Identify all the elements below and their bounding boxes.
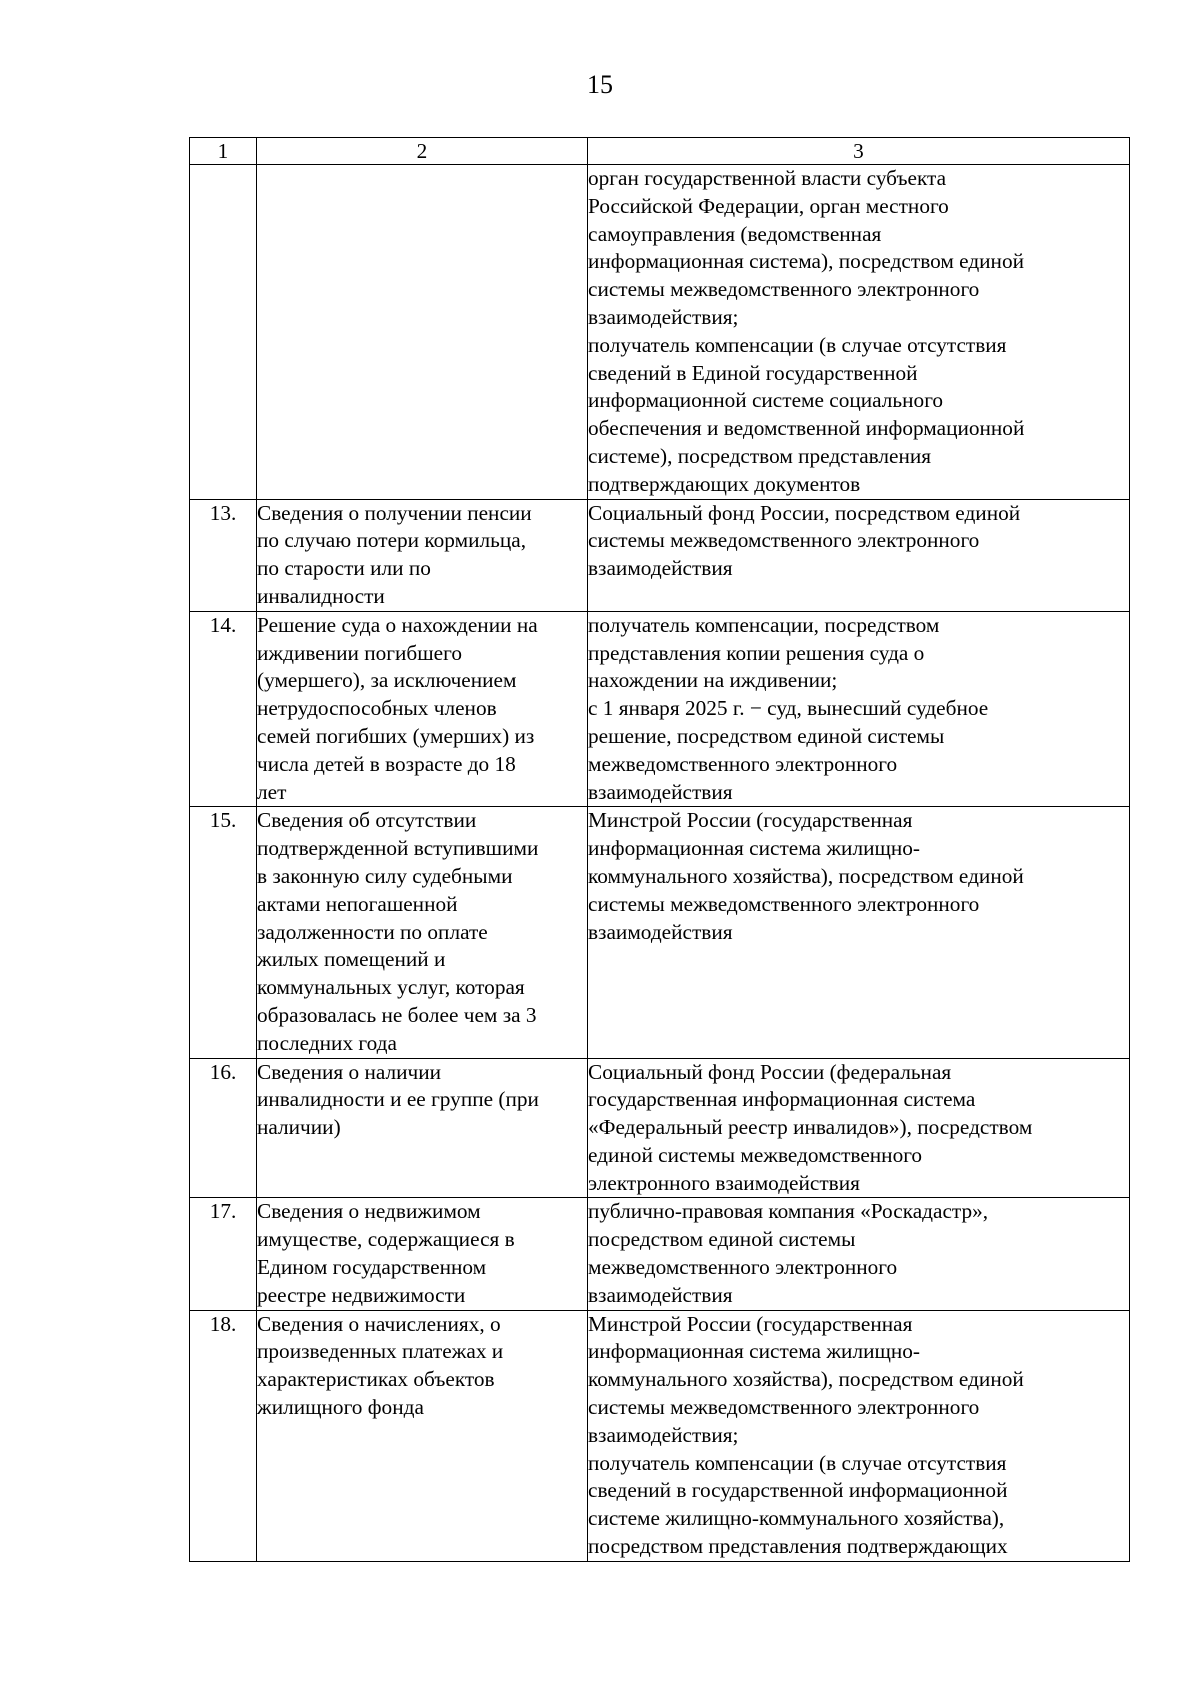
source-line: представления копии решения суда о xyxy=(588,640,925,665)
source-line: получатель компенсации (в случае отсутствия xyxy=(588,1450,1007,1475)
document-name-line: коммунальных услуг, которая xyxy=(257,975,525,1000)
document-name-line: жилищного фонда xyxy=(257,1395,424,1420)
column-header-document: 2 xyxy=(257,138,588,165)
source-line: взаимодействия xyxy=(588,1282,733,1307)
document-name-line: Едином государственном xyxy=(257,1255,487,1280)
column-header-number: 1 xyxy=(190,138,257,165)
source-line: сведений в государственной информационной xyxy=(588,1478,1008,1503)
source-cell xyxy=(588,611,1130,807)
source-line: посредством представления подтверждающих xyxy=(588,1534,1008,1559)
row-number: 15. xyxy=(190,807,257,1058)
document-name-line: инвалидности xyxy=(257,583,385,608)
document-name-cell xyxy=(257,1310,588,1561)
document-name-line: задолженности по оплате xyxy=(257,919,488,944)
document-name-cell xyxy=(257,1058,588,1198)
source-cell xyxy=(588,1198,1130,1310)
table-row xyxy=(190,1058,1130,1198)
source-line: системы межведомственного электронного xyxy=(588,528,980,553)
source-cell xyxy=(588,1310,1130,1561)
source-cell xyxy=(588,807,1130,1058)
row-number: 17. xyxy=(190,1198,257,1310)
source-line: получатель компенсации, посредством xyxy=(588,612,940,637)
table-row xyxy=(190,611,1130,807)
document-name-line: произведенных платежах и xyxy=(257,1339,504,1364)
source-line: государственная информационная система xyxy=(588,1087,976,1112)
table-row xyxy=(190,499,1130,611)
source-line: самоуправления (ведомственная xyxy=(588,221,882,246)
document-name-line: жилых помещений и xyxy=(257,947,446,972)
source-line: обеспечения и ведомственной информационной xyxy=(588,416,1025,441)
table-body xyxy=(190,165,1130,1562)
document-name-line: образовалась не более чем за 3 xyxy=(257,1002,537,1027)
document-name-line: по старости или по xyxy=(257,556,431,581)
document-name-line: (умершего), за исключением xyxy=(257,668,517,693)
source-line: взаимодействия; xyxy=(588,1422,739,1447)
source-line: «Федеральный реестр инвалидов»), посредством xyxy=(588,1115,1033,1140)
source-line: Минстрой России (государственная xyxy=(588,1311,913,1336)
source-line: Минстрой России (государственная xyxy=(588,808,913,833)
source-line: системы межведомственного электронного xyxy=(588,891,980,916)
source-line: взаимодействия; xyxy=(588,304,739,329)
source-line: подтверждающих документов xyxy=(588,471,861,496)
document-name-line: Сведения о получении пенсии xyxy=(257,500,532,525)
document-name-cell xyxy=(257,807,588,1058)
source-line: электронного взаимодействия xyxy=(588,1170,860,1195)
row-number: 13. xyxy=(190,499,257,611)
document-name-cell xyxy=(257,499,588,611)
document-name-line: лет xyxy=(257,779,287,804)
document-name-line: актами непогашенной xyxy=(257,891,458,916)
document-name-cell xyxy=(257,611,588,807)
column-header-source: 3 xyxy=(588,138,1130,165)
document-name-line: наличии) xyxy=(257,1115,341,1140)
document-name-line: по случаю потери кормильца, xyxy=(257,528,527,553)
source-line: системы межведомственного электронного xyxy=(588,277,980,302)
table-row xyxy=(190,807,1130,1058)
document-name-cell xyxy=(257,165,588,500)
source-line: публично-правовая компания «Роскадастр», xyxy=(588,1199,989,1224)
services-table xyxy=(189,137,1130,1562)
source-line: Социальный фонд России (федеральная xyxy=(588,1059,952,1084)
row-number: 16. xyxy=(190,1058,257,1198)
table-row xyxy=(190,1310,1130,1561)
table-header-row xyxy=(190,138,1130,165)
source-line: взаимодействия xyxy=(588,779,733,804)
source-line: нахождении на иждивении; xyxy=(588,668,838,693)
source-line: межведомственного электронного xyxy=(588,751,898,776)
table-row xyxy=(190,165,1130,500)
document-name-line: в законную силу судебными xyxy=(257,863,513,888)
document-name-line: характеристиках объектов xyxy=(257,1367,495,1392)
source-line: системе), посредством представления xyxy=(588,443,932,468)
document-name-line: последних года xyxy=(257,1030,397,1055)
source-line: орган государственной власти субъекта xyxy=(588,166,947,190)
source-line: посредством единой системы xyxy=(588,1227,856,1252)
source-line: информационная система жилищно- xyxy=(588,1339,921,1364)
document-name-line: Решение суда о нахождении на xyxy=(257,612,538,637)
document-name-line: Сведения о начислениях, о xyxy=(257,1311,501,1336)
source-line: с 1 января 2025 г. − суд, вынесший судебное xyxy=(588,696,989,721)
row-number xyxy=(190,165,257,500)
row-number: 18. xyxy=(190,1310,257,1561)
page-number: 15 xyxy=(587,70,613,99)
source-line: решение, посредством единой системы xyxy=(588,723,945,748)
source-line: единой системы межведомственного xyxy=(588,1142,923,1167)
source-line: системе жилищно-коммунального хозяйства), xyxy=(588,1506,1005,1531)
source-line: Российской Федерации, орган местного xyxy=(588,193,949,218)
source-line: информационная система), посредством единой xyxy=(588,249,1024,274)
document-name-line: семей погибших (умерших) из xyxy=(257,723,535,748)
source-line: Социальный фонд России, посредством единой xyxy=(588,500,1021,525)
source-cell xyxy=(588,1058,1130,1198)
source-line: сведений в Единой государственной xyxy=(588,360,918,385)
source-line: информационная система жилищно- xyxy=(588,836,921,861)
source-cell xyxy=(588,499,1130,611)
document-name-line: числа детей в возрасте до 18 xyxy=(257,751,516,776)
document-name-line: Сведения о недвижимом xyxy=(257,1199,481,1224)
document-name-line: инвалидности и ее группе (при xyxy=(257,1087,539,1112)
document-name-line: реестре недвижимости xyxy=(257,1282,466,1307)
document-name-line: нетрудоспособных членов xyxy=(257,696,497,721)
row-number: 14. xyxy=(190,611,257,807)
source-line: взаимодействия xyxy=(588,556,733,581)
document-name-line: имуществе, содержащиеся в xyxy=(257,1227,515,1252)
source-line: получатель компенсации (в случае отсутствия xyxy=(588,332,1007,357)
source-line: информационной системе социального xyxy=(588,388,944,413)
source-line: коммунального хозяйства), посредством единой xyxy=(588,863,1024,888)
document-name-line: Сведения о наличии xyxy=(257,1059,442,1084)
document-name-line: Сведения об отсутствии xyxy=(257,808,477,833)
document-name-cell xyxy=(257,1198,588,1310)
document-name-line: иждивении погибшего xyxy=(257,640,462,665)
source-line: коммунального хозяйства), посредством единой xyxy=(588,1367,1024,1392)
source-cell xyxy=(588,165,1130,500)
source-line: системы межведомственного электронного xyxy=(588,1395,980,1420)
document-name-line: подтвержденной вступившими xyxy=(257,836,539,861)
source-line: межведомственного электронного xyxy=(588,1255,898,1280)
source-line: взаимодействия xyxy=(588,919,733,944)
table-row xyxy=(190,1198,1130,1310)
